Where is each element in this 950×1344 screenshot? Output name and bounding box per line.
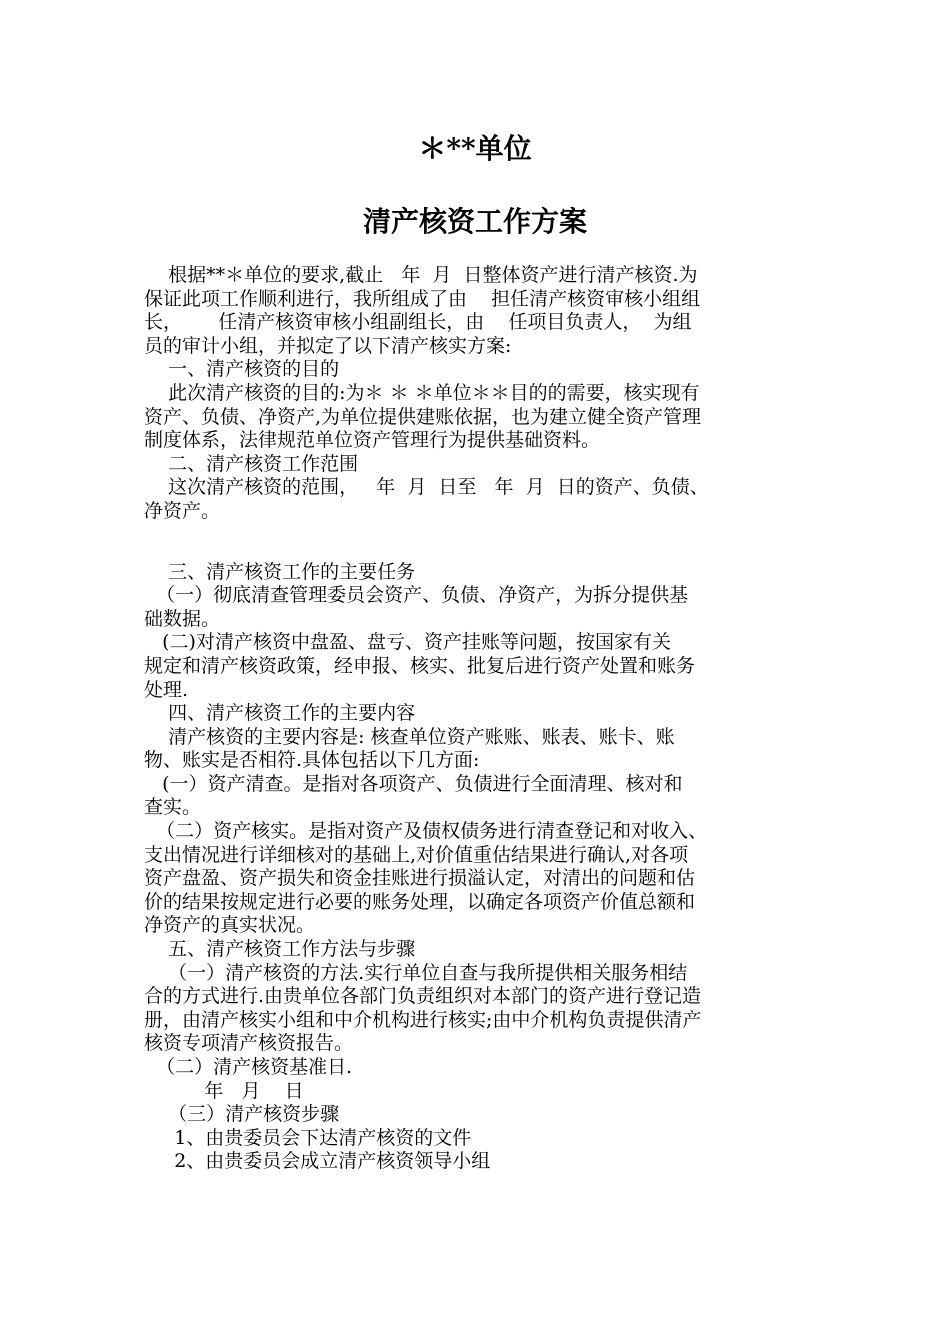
- body-line: (二)对清产核资中盘盈、盘亏、资产挂账等问题，按国家有关: [144, 631, 671, 654]
- section-heading-2: 二、清产核资工作范围: [144, 452, 359, 475]
- body-line: 处理.: [144, 678, 189, 701]
- body-line: 册，由清产核实小组和中介机构进行核实;由中介机构负责提供清产: [144, 1008, 702, 1031]
- body-line: （一）彻底清查管理委员会资产、负债、净资产，为拆分提供基: [144, 584, 689, 607]
- body-line: 物、账实是否相符.具体包括以下几方面:: [144, 749, 480, 772]
- section-heading-1: 一、清产核资的目的: [144, 358, 340, 381]
- document-title-unit: ＊**单位: [418, 132, 532, 165]
- section-heading-3: 三、清产核资工作的主要任务: [144, 560, 416, 583]
- body-line: 清产核资的主要内容是: 核查单位资产账账、账表、账卡、账: [144, 725, 675, 748]
- body-line: 制度体系，法律规范单位资产管理行为提供基础资料。: [144, 429, 601, 452]
- date-placeholder-line: 年 月 日: [144, 1079, 304, 1102]
- body-line: 长， 任清产核资审核小组副组长，由 任项目负责人， 为组: [144, 311, 692, 334]
- body-line: 资产盘盈、资产损失和资金挂账进行损溢认定，对清出的问题和估: [144, 867, 696, 890]
- body-line: （二）资产核实。是指对资产及债权债务进行清查登记和对收入、: [144, 820, 708, 843]
- list-item: 1、由贵委员会下达清产核资的文件: [144, 1126, 472, 1149]
- section-heading-4: 四、清产核资工作的主要内容: [144, 702, 416, 725]
- body-line: 核资专项清产核资报告。: [144, 1032, 354, 1055]
- document-body: [144, 264, 824, 1174]
- body-line: 这次清产核资的范围， 年 月 日至 年 月 日的资产、负债、: [144, 476, 709, 499]
- body-line: 规定和清产核资政策，经申报、核实、批复后进行资产处置和账务: [144, 654, 696, 677]
- body-line: 支出情况进行详细核对的基础上,对价值重估结果进行确认,对各项: [144, 843, 689, 866]
- body-line: （二）清产核资基准日.: [144, 1056, 353, 1078]
- body-line: （一）清产核资的方法.实行单位自查与我所提供相关服务相结: [144, 961, 688, 984]
- body-line: 此次清产核资的目的:为＊ ＊ ＊单位＊＊目的的需要，核实现有: [144, 381, 700, 404]
- section-heading-5: 五、清产核资工作方法与步骤: [144, 938, 416, 961]
- body-line: 资产、负债、净资产,为单位提供建账依据，也为建立健全资产管理: [144, 405, 702, 428]
- body-line: 净资产。: [144, 499, 221, 522]
- body-line: 价的结果按规定进行必要的账务处理，以确定各项资产价值总额和: [144, 890, 696, 913]
- body-line: 净资产的真实状况。: [144, 914, 316, 937]
- blank-line: [144, 524, 824, 561]
- list-item: 2、由贵委员会成立清产核资领导小组: [144, 1150, 491, 1173]
- body-line: 查实。: [144, 796, 202, 819]
- body-line: 合的方式进行.由贵单位各部门负责组织对本部门的资产进行登记造: [144, 985, 702, 1008]
- body-line: 根据**＊单位的要求,截止 年 月 日整体资产进行清产核资.为: [144, 264, 698, 286]
- body-line: 础数据。: [144, 607, 221, 630]
- body-line: 保证此项工作顺利进行，我所组成了由 担任清产核资审核小组组: [144, 287, 701, 310]
- document-title: 清产核资工作方案: [362, 205, 587, 238]
- body-line: （三）清产核资步骤: [144, 1103, 340, 1126]
- body-line: 员的审计小组，并拟定了以下清产核实方案:: [144, 334, 512, 357]
- body-line: (一）资产清查。是指对各项资产、负债进行全面清理、核对和: [144, 772, 683, 795]
